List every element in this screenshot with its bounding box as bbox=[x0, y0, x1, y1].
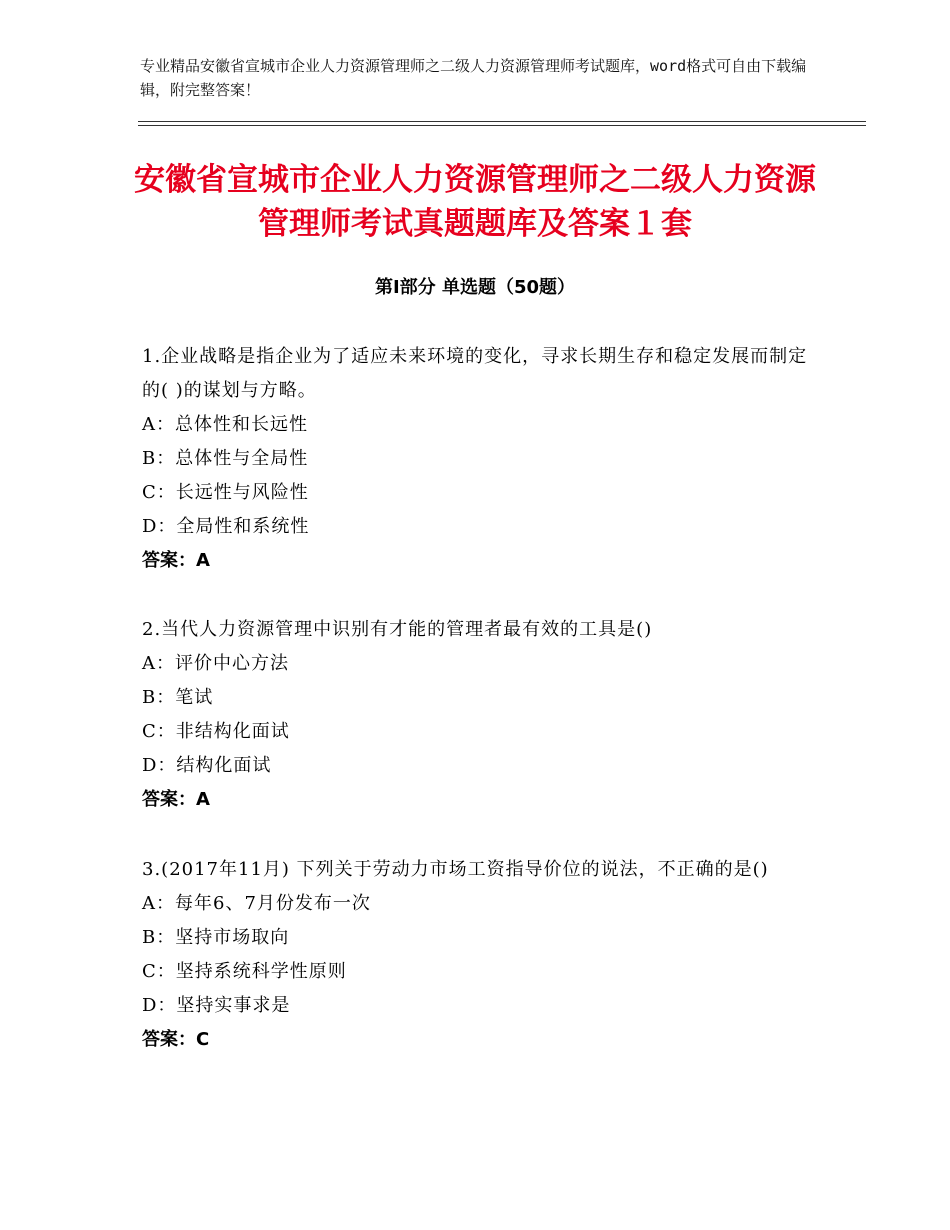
question-item bbox=[142, 853, 814, 1057]
option-b: B：总体性与全局性 bbox=[142, 448, 309, 469]
question-stem: 1.企业战略是指企业为了适应未来环境的变化，寻求长期生存和稳定发展而制定的( )的谋划与方略。 bbox=[142, 346, 808, 401]
question-item bbox=[142, 340, 814, 578]
header-divider bbox=[138, 121, 866, 126]
answer-label: 答案：A bbox=[142, 789, 210, 810]
option-c: C：长远性与风险性 bbox=[142, 482, 309, 503]
option-d: D：结构化面试 bbox=[142, 755, 272, 776]
option-a: A：每年6、7月份发布一次 bbox=[142, 893, 371, 914]
question-item bbox=[142, 613, 814, 817]
option-a: A：总体性和长远性 bbox=[142, 414, 308, 435]
option-b: B：坚持市场取向 bbox=[142, 927, 290, 948]
document-title: 安徽省宣城市企业人力资源管理师之二级人力资源管理师考试真题题库及答案１套 bbox=[134, 162, 816, 242]
answer-label: 答案：A bbox=[142, 550, 210, 571]
option-c: C：坚持系统科学性原则 bbox=[142, 961, 347, 982]
option-d: D：坚持实事求是 bbox=[142, 995, 291, 1016]
section-title: 第Ⅰ部分 单选题（50题） bbox=[374, 277, 575, 298]
option-b: B：笔试 bbox=[142, 687, 214, 708]
header-note: 专业精品安徽省宣城市企业人力资源管理师之二级人力资源管理师考试题库，word格式可自由下载编辑，附完整答案！ bbox=[140, 57, 807, 99]
option-a: A：评价中心方法 bbox=[142, 653, 289, 674]
option-c: C：非结构化面试 bbox=[142, 721, 290, 742]
answer-label: 答案：C bbox=[142, 1029, 210, 1050]
question-stem: 3.(2017年11月) 下列关于劳动力市场工资指导价位的说法，不正确的是() bbox=[142, 859, 769, 880]
question-stem: 2.当代人力资源管理中识别有才能的管理者最有效的工具是() bbox=[142, 619, 653, 640]
option-d: D：全局性和系统性 bbox=[142, 516, 310, 537]
